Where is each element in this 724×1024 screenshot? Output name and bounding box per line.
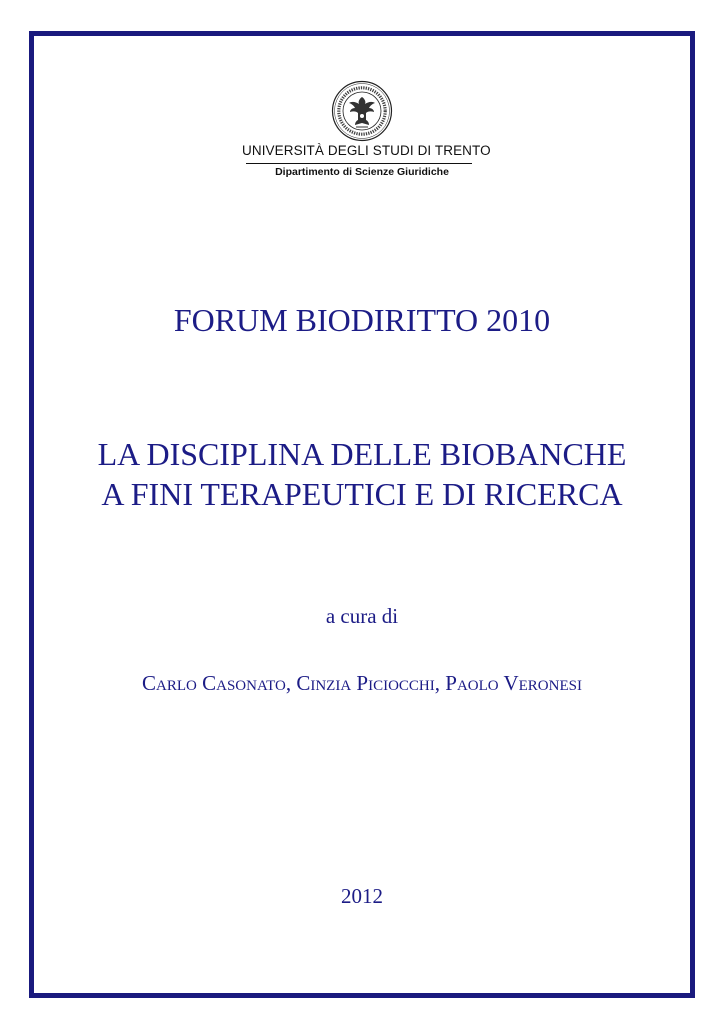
curated-by-label: a cura di [325, 604, 399, 628]
department-name: Dipartimento di Scienze Giuridiche [275, 166, 449, 178]
university-seal-icon [331, 80, 393, 142]
book-title-line-2: A FINI TERAPEUTICI E DI RICERCA [101, 476, 623, 512]
editors-list: Carlo Casonato, Cinzia Piciocchi, Paolo Veronesi [142, 671, 582, 695]
forum-title: FORUM BIODIRITTO 2010 [173, 302, 551, 338]
header-divider [246, 163, 472, 164]
book-title-line-1: LA DISCIPLINA DELLE BIOBANCHE [97, 436, 627, 472]
publication-year: 2012 [341, 884, 383, 908]
university-name: UNIVERSITÀ DEGLI STUDI DI TRENTO [242, 143, 491, 158]
